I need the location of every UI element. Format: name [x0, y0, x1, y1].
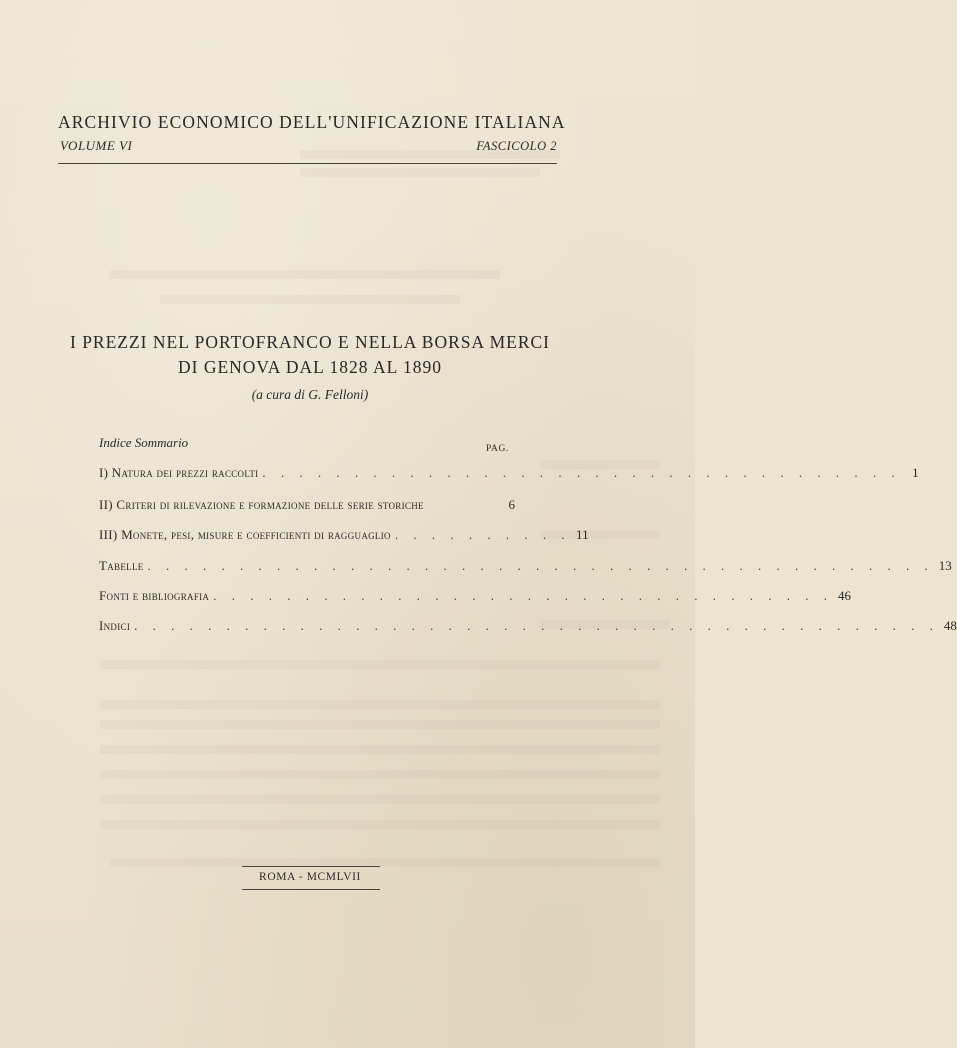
toc-entry-page: 6 [508, 497, 515, 512]
toc-leader-dots: . . . . . . . . . . [394, 527, 571, 542]
toc-entry-label: III) Monete, pesi, misure e coefficienti di ragguaglio [99, 527, 391, 542]
bleed-through-mark [100, 820, 660, 829]
bleed-through-mark [100, 660, 660, 669]
toc-leader-dots: . . . . . . . . . . . . . . . . . . . . . . . . . . . . . . . . . . . [262, 465, 901, 480]
main-title [40, 330, 580, 380]
header-divider [58, 163, 557, 164]
toc-entry-label: Indici [99, 618, 131, 633]
toc-entry-label: I) Natura dei prezzi raccolti [99, 465, 259, 480]
fascicolo-label: FASCICOLO 2 [476, 139, 557, 153]
toc-entry-label: Tabelle [99, 558, 144, 573]
series-title: ARCHIVIO ECONOMICO DELL'UNIFICAZIONE ITALIANA [58, 112, 566, 132]
toc-entry-label: II) Criteri di rilevazione e formazione delle serie storiche [99, 497, 424, 512]
bleed-through-mark [100, 720, 660, 729]
main-title-line-1: I PREZZI NEL PORTOFRANCO E NELLA BORSA MERCI [70, 332, 550, 352]
toc-entry-page: 1 [912, 465, 919, 480]
toc-entry[interactable] [99, 465, 919, 485]
bleed-through-mark [100, 770, 660, 779]
editor-credit: (a cura di G. Felloni) [251, 387, 369, 402]
bleed-through-mark [160, 295, 460, 304]
toc-leader-dots: . . . . . . . . . . . . . . . . . . . . . . . . . . . . . . . . . . . . . . . . . . . [147, 558, 934, 573]
toc-entry-page: 48 [943, 618, 957, 633]
toc-entry-page: 46 [837, 588, 851, 603]
toc-page-column-header: PAG. [486, 444, 509, 454]
bleed-through-mark [110, 858, 660, 867]
bleed-through-mark [100, 795, 660, 804]
bleed-through-mark [300, 168, 540, 177]
toc-entry[interactable] [99, 618, 957, 638]
bleed-through-mark [100, 745, 660, 754]
imprint: ROMA - MCMLVII [259, 871, 361, 883]
toc-entry[interactable] [99, 588, 851, 608]
footer-rule-bottom [242, 889, 380, 890]
toc-heading: Indice Sommario [99, 435, 189, 450]
bleed-through-mark [110, 270, 500, 279]
toc-entry-label: Fonti e bibliografia [99, 588, 210, 603]
footer-rule-top [242, 866, 380, 867]
volume-label: VOLUME VI [60, 138, 133, 153]
bleed-through-mark [100, 700, 660, 709]
main-title-line-2: DI GENOVA DAL 1828 AL 1890 [177, 357, 443, 377]
toc-entry-page: 13 [938, 558, 952, 573]
toc-entry[interactable] [99, 497, 515, 517]
toc-entry-page: 11 [576, 527, 589, 542]
toc-entry[interactable] [99, 558, 952, 578]
toc-entry[interactable] [99, 527, 589, 547]
toc-leader-dots: . . . . . . . . . . . . . . . . . . . . . . . . . . . . . . . . . . [213, 588, 833, 603]
toc-leader-dots: . . . . . . . . . . . . . . . . . . . . . . . . . . . . . . . . . . . . . . . . . . . . [134, 618, 939, 633]
